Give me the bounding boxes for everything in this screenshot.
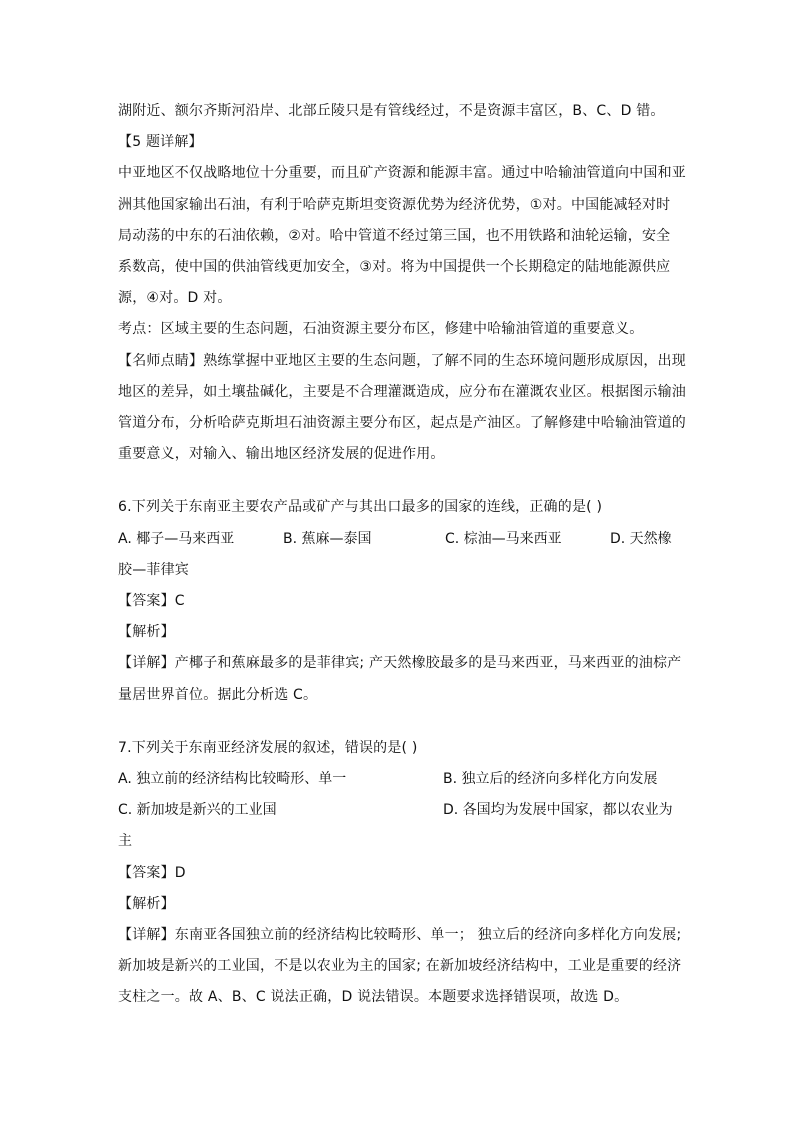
detail-text: 支柱之一。故 A、B、C 说法正确，D 说法错误。本题要求选择错误项，故选 D。	[118, 989, 629, 1006]
option-b: B. 蕉麻—泰国	[283, 530, 372, 547]
detail-text: 量居世界首位。据此分析选 C。	[118, 686, 318, 703]
detail-text: 【详解】东南亚各国独立前的经济结构比较畸形、单一； 独立后的经济向多样化方向发展;	[118, 927, 682, 944]
question-7-options-row-2	[118, 795, 676, 826]
text-line: 系数高，使中国的供油管线更加安全，③对。将为中国提供一个长期稳定的陆地能源供应	[118, 259, 671, 276]
text-line: 中亚地区不仅战略地位十分重要，而且矿产资源和能源丰富。通过中哈输油管道向中国和亚	[118, 165, 686, 182]
text-line: 局动荡的中东的石油依赖，②对。哈中管道不经过第三国，也不用铁路和油轮运输，安全	[118, 227, 671, 244]
text-line: 源，④对。D 对。	[118, 290, 232, 307]
option-c: C. 新加坡是新兴的工业国	[118, 802, 277, 819]
section-heading: 【5 题详解】	[118, 134, 203, 151]
option-d-continued: 胶—菲律宾	[118, 561, 189, 578]
option-a: A. 独立前的经济结构比较畸形、单一	[118, 771, 347, 788]
option-a: A. 椰子—马来西亚	[118, 530, 235, 547]
text-line: 【名师点睛】熟练掌握中亚地区主要的生态问题，了解不同的生态环境问题形成原因，出现	[118, 352, 686, 369]
detail-text: 【详解】产椰子和蕉麻最多的是菲律宾; 产天然橡胶最多的是马来西亚，马来西亚的油棕产	[118, 655, 682, 672]
text-line: 重要意义，对输入、输出地区经济发展的促进作用。	[118, 446, 445, 463]
option-c: C. 棕油—马来西亚	[445, 530, 562, 547]
answer: 【答案】D	[118, 864, 186, 881]
answer: 【答案】C	[118, 593, 185, 610]
text-line: 管道分布，分析哈萨克斯坦石油资源主要分布区，起点是产油区。了解修建中哈输油管道的	[118, 415, 686, 432]
question-7-stem: 7.下列关于东南亚经济发展的叙述，错误的是( )	[118, 739, 418, 756]
text-line: 洲其他国家输出石油，有利于哈萨克斯坦变资源优势为经济优势，①对。中国能减轻对时	[118, 196, 671, 213]
text-line: 考点：区域主要的生态问题，石油资源主要分布区，修建中哈输油管道的重要意义。	[118, 321, 644, 338]
question-7-options-row-1	[118, 764, 676, 795]
analysis-title: 【解析】	[118, 624, 175, 641]
text-line: 地区的差异，如土壤盐碱化，主要是不合理灌溉造成，应分布在灌溉农业区。根据图示输油	[118, 383, 686, 400]
option-d: D. 天然橡	[610, 530, 672, 547]
document-page	[118, 96, 686, 1014]
question-6-stem: 6.下列关于东南亚主要农产品或矿产与其出口最多的国家的连线，正确的是( )	[118, 499, 603, 516]
question-6-options	[118, 524, 676, 555]
text-line: 湖附近、额尔齐斯河沿岸、北部丘陵只是有管线经过，不是资源丰富区，B、C、D 错。	[118, 103, 665, 119]
option-d-continued: 主	[118, 833, 133, 850]
detail-text: 新加坡是新兴的工业国，不是以农业为主的国家; 在新加坡经济结构中，工业是重要的经济	[118, 958, 682, 975]
option-b: B. 独立后的经济向多样化方向发展	[443, 771, 658, 788]
analysis-title: 【解析】	[118, 895, 175, 912]
option-d: D. 各国均为发展中国家，都以农业为	[443, 802, 673, 819]
